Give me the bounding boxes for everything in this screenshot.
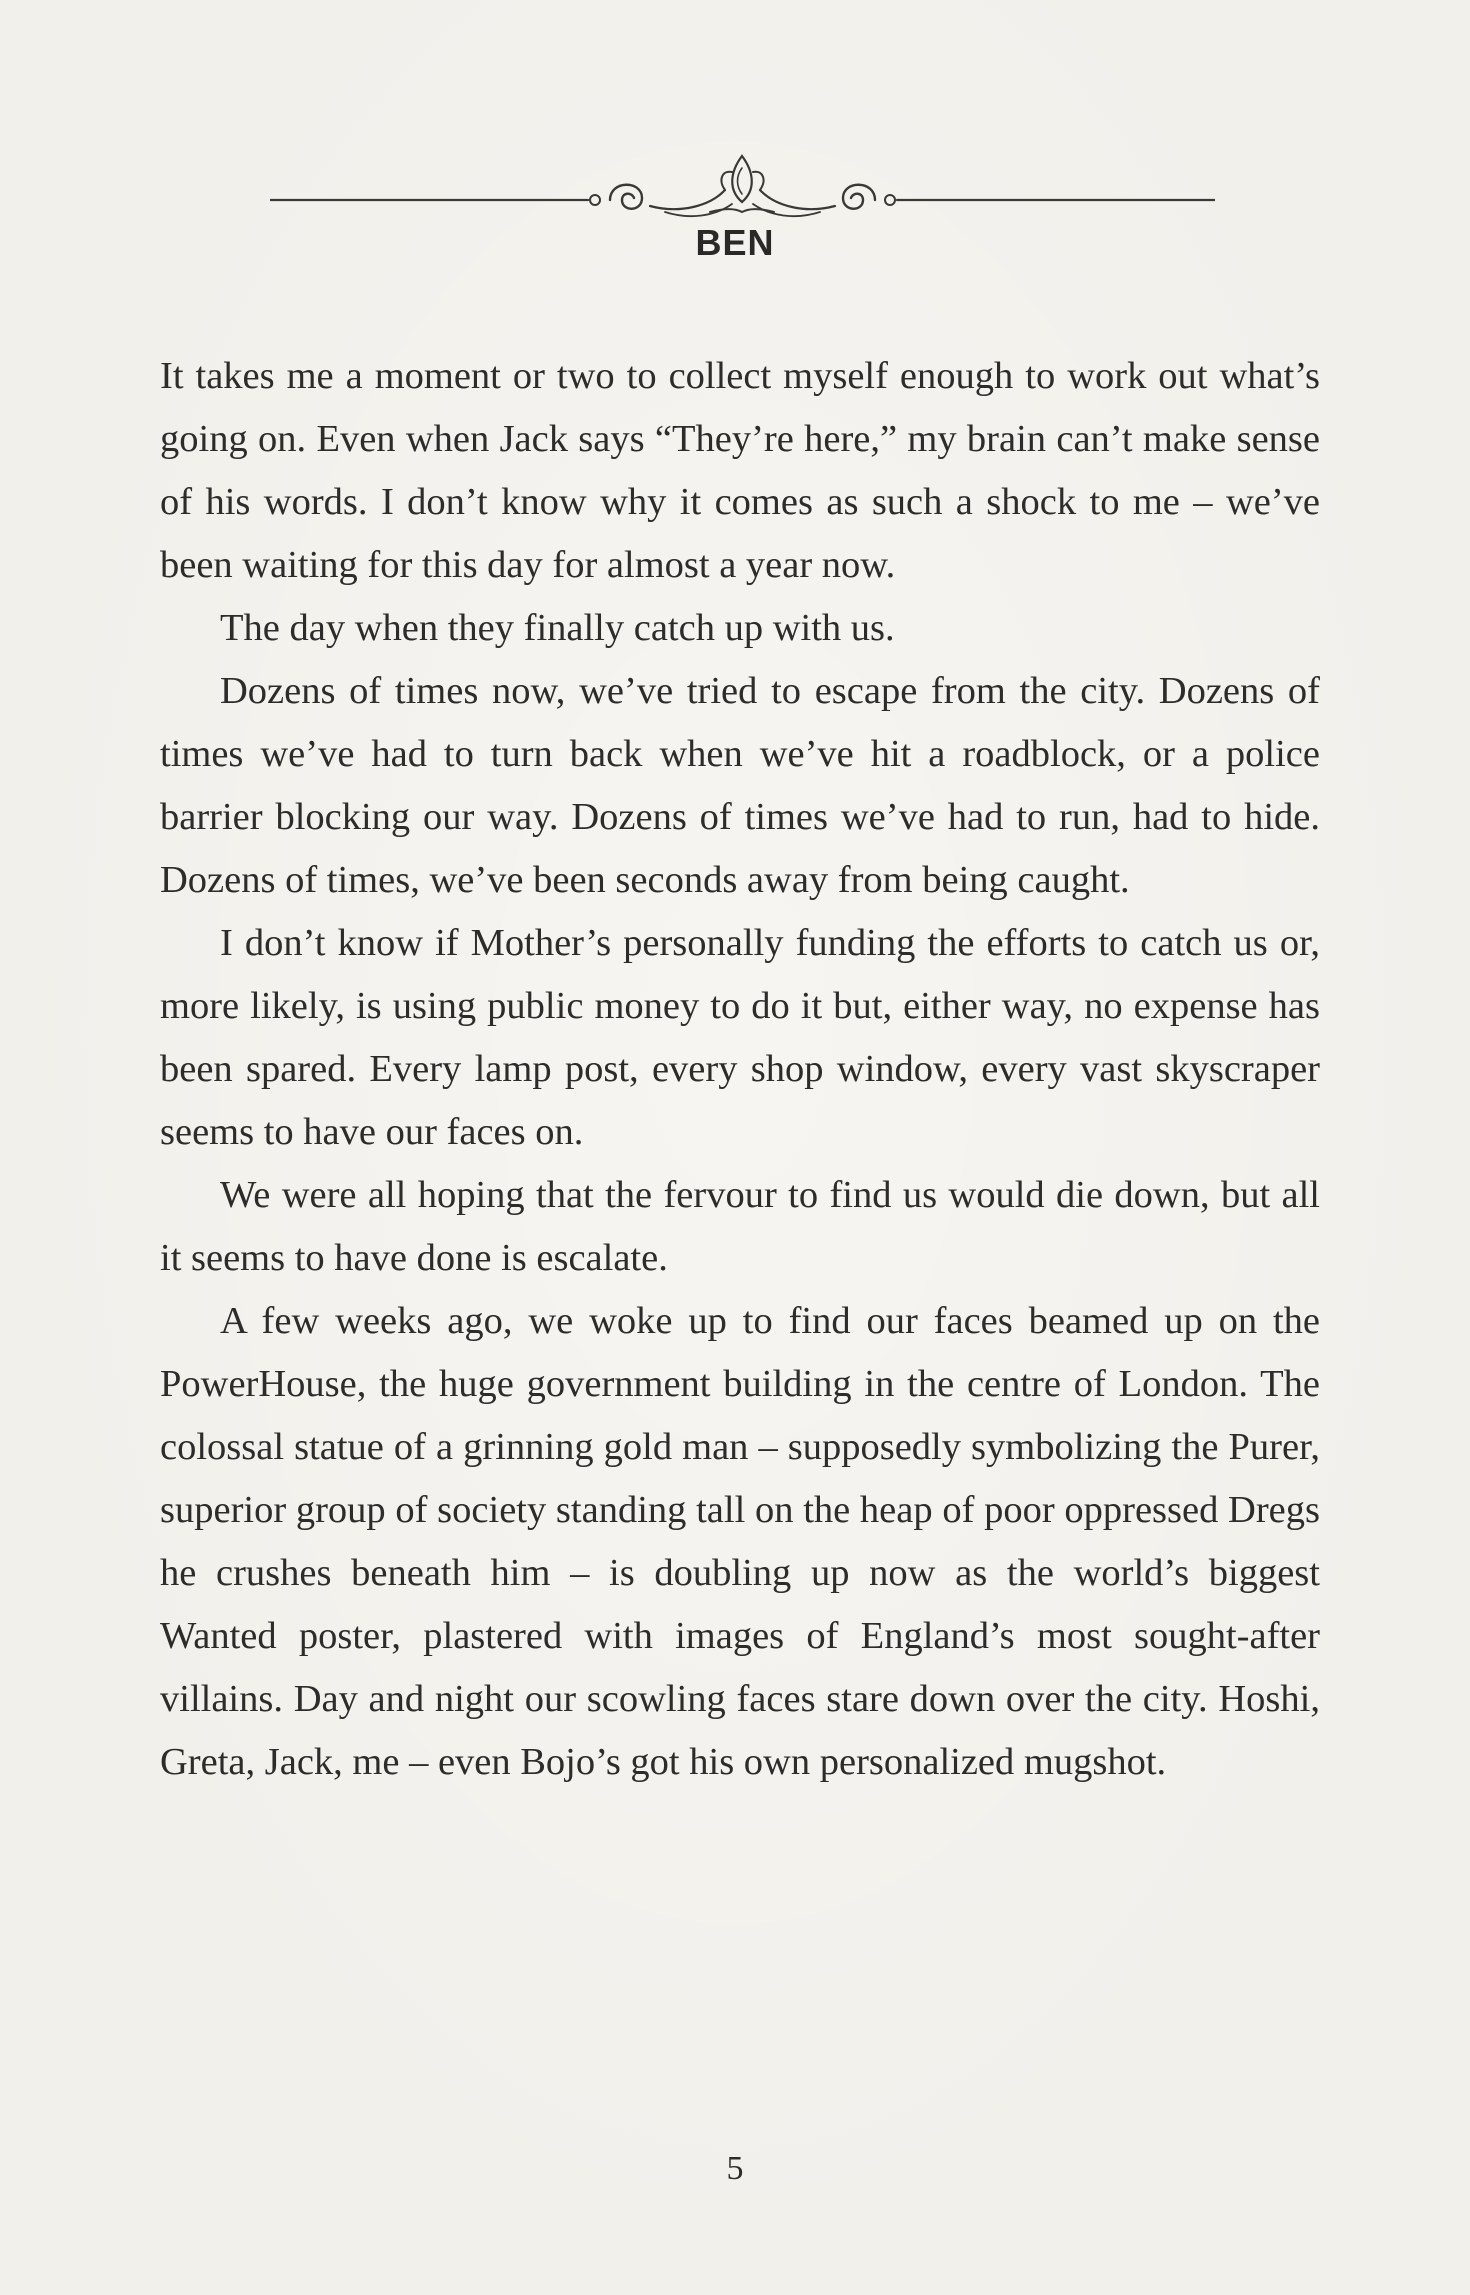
paragraph: A few weeks ago, we woke up to find our faces beamed up on the PowerHouse, the huge government building in the centre of London. The colossal statue of a grinning gold man – supposedly symbolizing the Purer, superior group of society standing tall on the heap of poor oppressed Dregs he crushes beneath him – is doubling up now as the world’s biggest Wanted poster, plastered with images of England’s most sought-after villains. Day and night our scowling faces stare down over the city. Hoshi, Greta, Jack, me – even Bojo’s got his own personalized mugshot. — [160, 1300, 1320, 1783]
paragraph: I don’t know if Mother’s personally funding the efforts to catch us or, more likely, is using public money to do it but, either way, no expense has been spared. Every lamp post, every shop window, every vast skyscraper seems to have our faces on. — [160, 922, 1320, 1153]
paragraph: We were all hoping that the fervour to find us would die down, but all it seems to have done is escalate. — [160, 1174, 1320, 1279]
paragraph: The day when they finally catch up with us. — [220, 607, 895, 649]
paragraph: It takes me a moment or two to collect myself enough to work out what’s going on. Even when Jack says “They’re here,” my brain can’t make sense of his words. I don’t know why it comes as such a shock to me – we’ve been waiting for this day for almost a year now. — [160, 355, 1320, 586]
page-number: 5 — [726, 2150, 744, 2187]
paragraph: Dozens of times now, we’ve tried to escape from the city. Dozens of times we’ve had to turn back when we’ve hit a roadblock, or a police barrier blocking our way. Dozens of times we’ve had to run, had to hide. Dozens of times, we’ve been seconds away from being caught. — [160, 670, 1320, 901]
chapter-title: BEN — [695, 222, 775, 263]
chapter-body — [160, 345, 1320, 1794]
scroll-ornament-icon — [270, 150, 1215, 230]
